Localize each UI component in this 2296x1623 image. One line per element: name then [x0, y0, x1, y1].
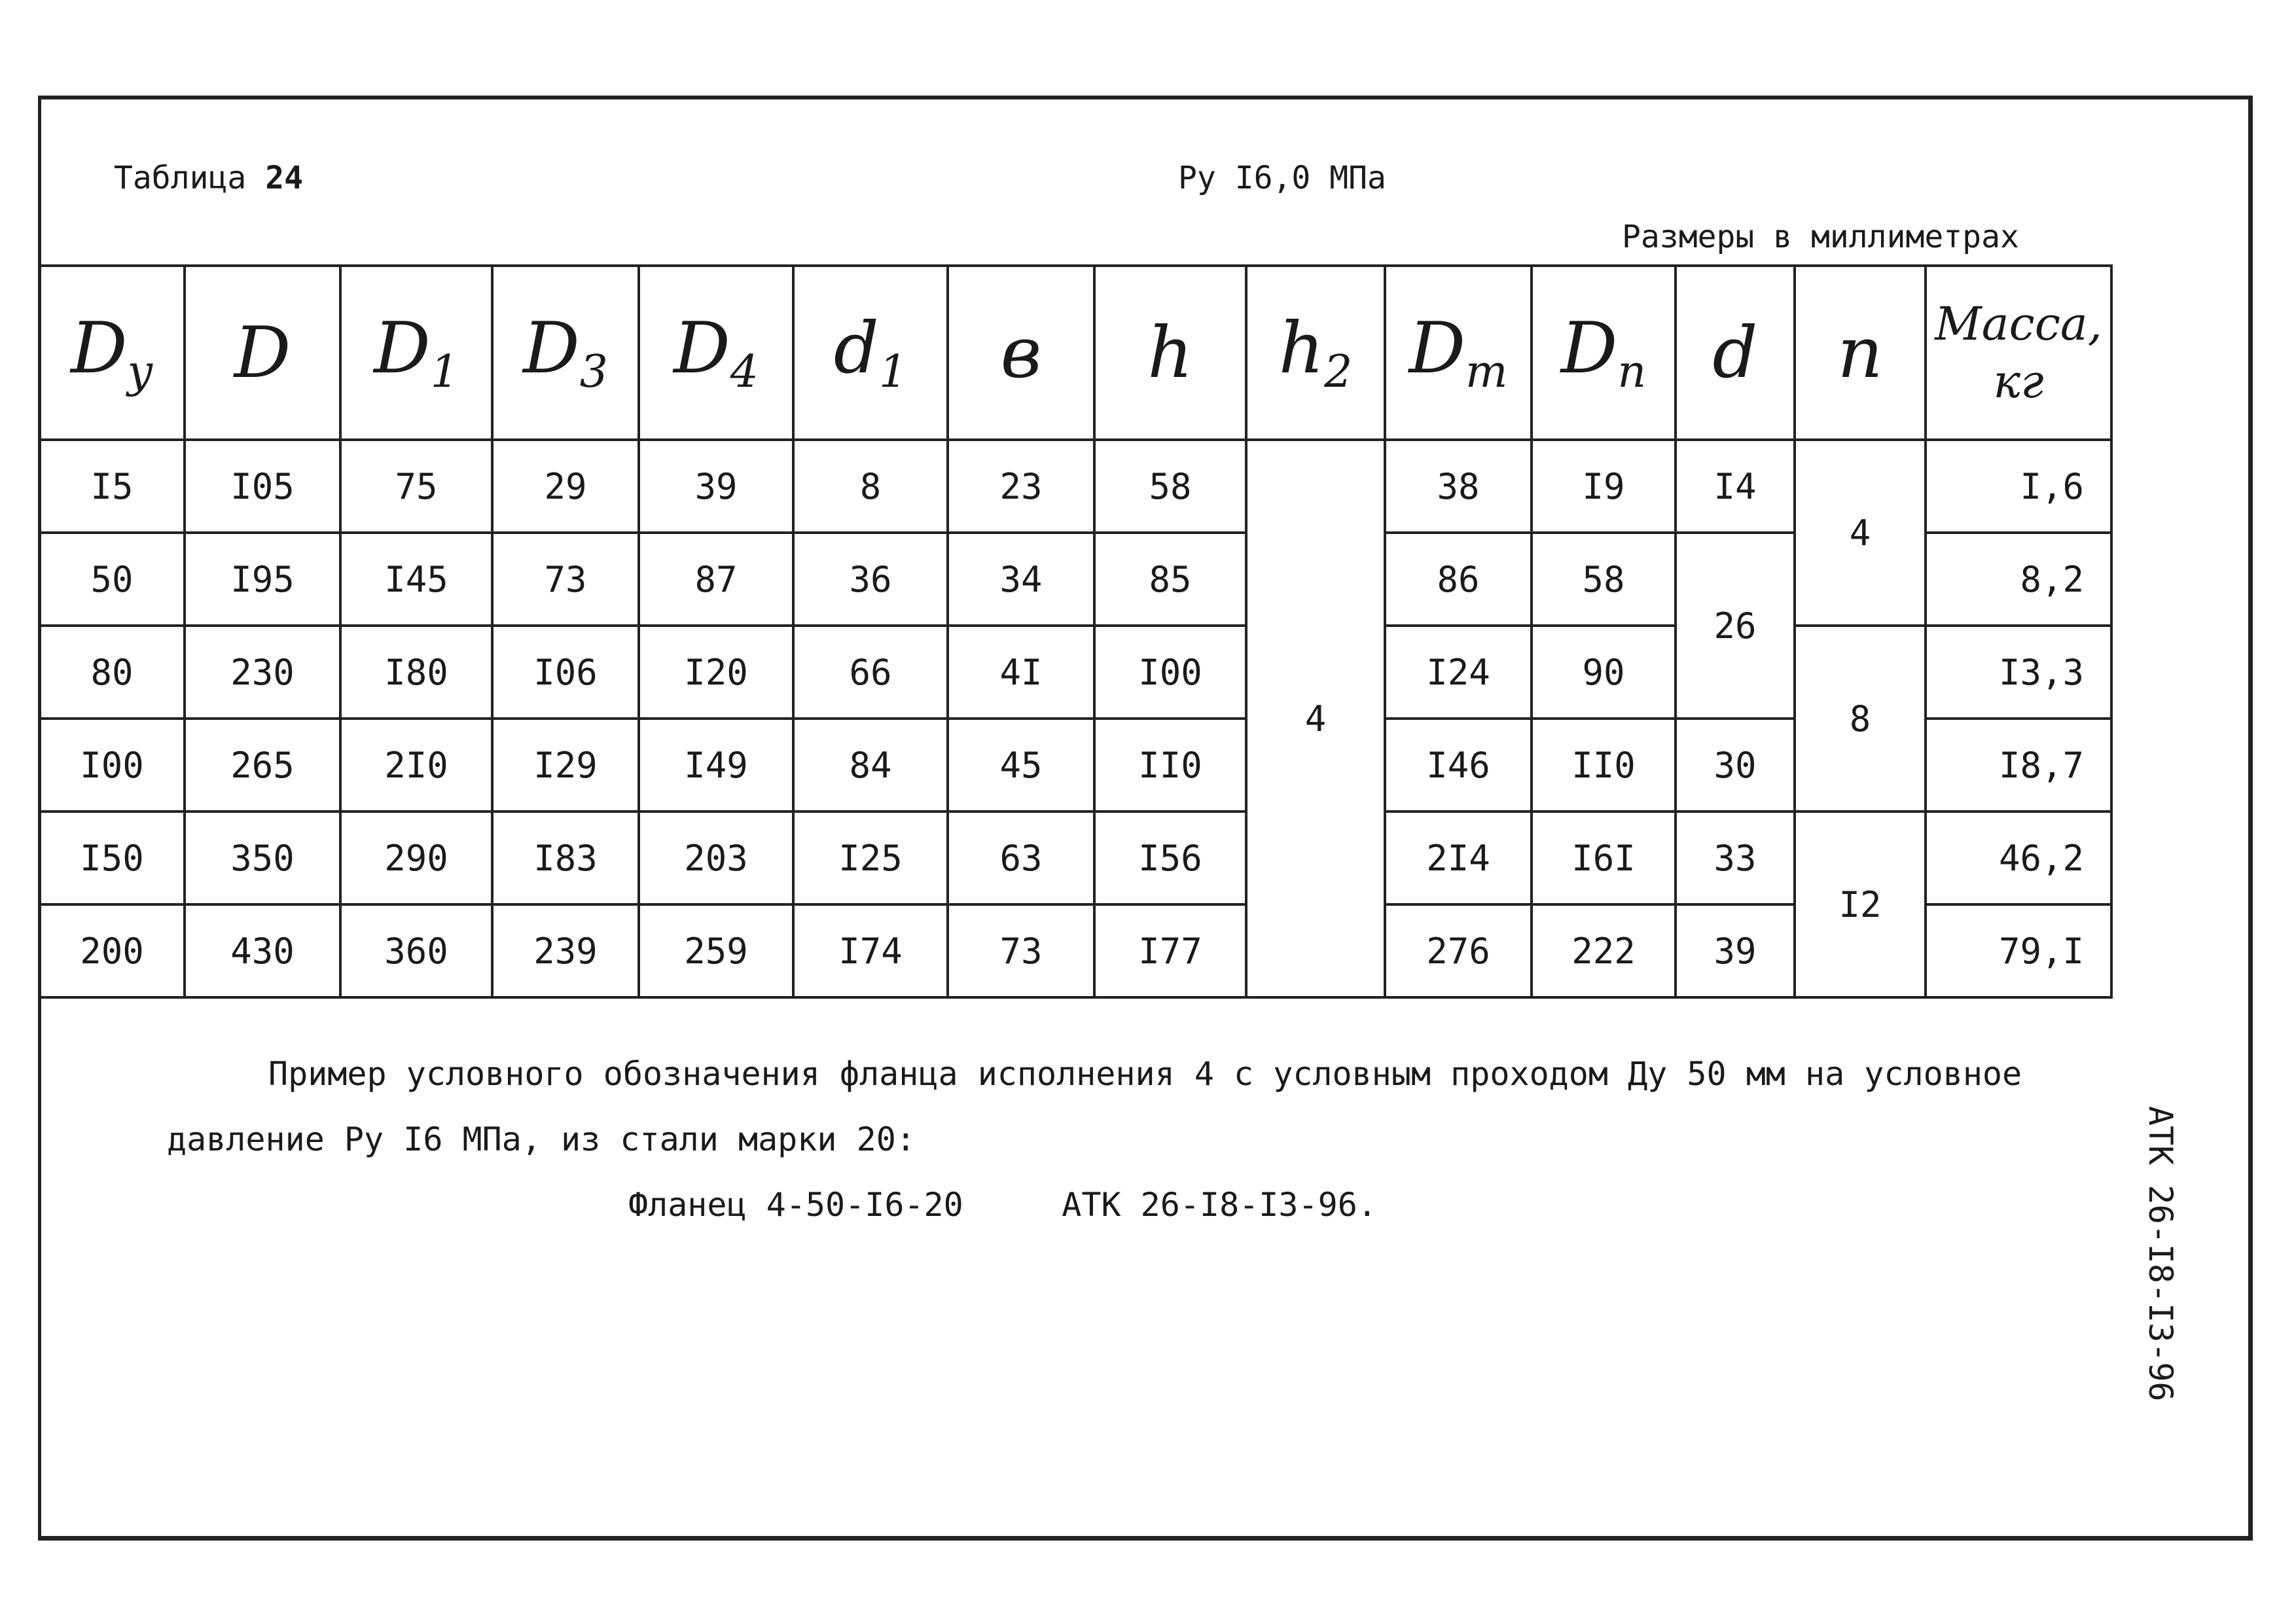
table-cell: 50 — [39, 533, 185, 626]
pressure-label: Ру I6,0 МПа — [1178, 160, 1386, 196]
table-cell: 84 — [793, 719, 948, 812]
table-cell: 58 — [1532, 533, 1676, 626]
table-cell: 63 — [948, 812, 1094, 904]
table-cell: I46 — [1385, 719, 1532, 812]
col-header-h: h — [1094, 266, 1246, 440]
table-cell: 290 — [340, 812, 492, 904]
table-cell: I25 — [793, 812, 948, 904]
table-cell: 2I4 — [1385, 812, 1532, 904]
table-cell: I80 — [340, 626, 492, 719]
table-cell: 203 — [639, 812, 793, 904]
table-row — [39, 440, 2111, 533]
table-cell: I05 — [185, 440, 340, 533]
col-header-d-bolt: d — [1676, 266, 1795, 440]
col-header-d4: $D_4$ — [639, 266, 793, 440]
example-line-1: Пример условного обозначения фланца исполнения 4 с условным проходом Ду 50 мм на условное — [268, 1055, 2022, 1093]
mass-cell: 79,I — [1926, 904, 2111, 997]
n-merged-cell: 8 — [1795, 626, 1926, 812]
table-cell: 239 — [492, 904, 639, 997]
table-cell: 4I — [948, 626, 1094, 719]
spec-table — [38, 264, 2113, 999]
table-cell: 66 — [793, 626, 948, 719]
table-cell: I00 — [1094, 626, 1246, 719]
table-cell: 360 — [340, 904, 492, 997]
mass-cell: I,6 — [1926, 440, 2111, 533]
table-number: 24 — [265, 160, 303, 196]
table-cell: I49 — [639, 719, 793, 812]
table-cell: 58 — [1094, 440, 1246, 533]
table-cell: 39 — [639, 440, 793, 533]
n-merged-cell: 4 — [1795, 440, 1926, 626]
table-cell: 75 — [340, 440, 492, 533]
col-header-b: в — [948, 266, 1094, 440]
col-header-dm: $D_m$ — [1385, 266, 1532, 440]
mass-cell: 46,2 — [1926, 812, 2111, 904]
col-header-d1-hole: $d_1$ — [793, 266, 948, 440]
table-cell: I77 — [1094, 904, 1246, 997]
table-cell: I95 — [185, 533, 340, 626]
mass-cell: I8,7 — [1926, 719, 2111, 812]
table-cell: 200 — [39, 904, 185, 997]
mass-cell: 8,2 — [1926, 533, 2111, 626]
table-cell: 259 — [639, 904, 793, 997]
side-document-code: АТК 26-I8-I3-96 — [2142, 1106, 2179, 1402]
table-cell: 73 — [948, 904, 1094, 997]
table-cell: 23 — [948, 440, 1094, 533]
col-header-d3: $D_3$ — [492, 266, 639, 440]
table-cell: I56 — [1094, 812, 1246, 904]
table-cell: 222 — [1532, 904, 1676, 997]
table-cell: 39 — [1676, 904, 1795, 997]
table-cell: 2I0 — [340, 719, 492, 812]
table-cell: 73 — [492, 533, 639, 626]
table-cell: 34 — [948, 533, 1094, 626]
table-label: Таблица — [114, 160, 247, 196]
table-cell: I50 — [39, 812, 185, 904]
table-cell: I6I — [1532, 812, 1676, 904]
table-cell: 38 — [1385, 440, 1532, 533]
h2-merged-cell: 4 — [1246, 440, 1385, 997]
d-merged-cell: 26 — [1676, 533, 1795, 719]
table-cell: 230 — [185, 626, 340, 719]
table-cell: 33 — [1676, 812, 1795, 904]
table-cell: I4 — [1676, 440, 1795, 533]
table-cell: I29 — [492, 719, 639, 812]
table-cell: 350 — [185, 812, 340, 904]
units-note: Размеры в миллиметрах — [1622, 219, 2019, 255]
table-cell: I5 — [39, 440, 185, 533]
table-cell: I00 — [39, 719, 185, 812]
table-caption — [114, 160, 303, 196]
col-header-mass: Масса, кг — [1926, 266, 2111, 440]
table-cell: 86 — [1385, 533, 1532, 626]
col-header-dn: $D_n$ — [1532, 266, 1676, 440]
example-line-2: давление Ру I6 МПа, из стали марки 20: — [167, 1120, 916, 1158]
table-cell: II0 — [1532, 719, 1676, 812]
col-header-d1: $D_1$ — [340, 266, 492, 440]
header-row — [39, 266, 2111, 440]
table-cell: I45 — [340, 533, 492, 626]
table-cell: II0 — [1094, 719, 1246, 812]
table-cell: 80 — [39, 626, 185, 719]
table-cell: I20 — [639, 626, 793, 719]
table-cell: I9 — [1532, 440, 1676, 533]
table-cell: 265 — [185, 719, 340, 812]
table-cell: I74 — [793, 904, 948, 997]
table-cell: 8 — [793, 440, 948, 533]
table-cell: 30 — [1676, 719, 1795, 812]
table-cell: 29 — [492, 440, 639, 533]
table-cell: 430 — [185, 904, 340, 997]
table-row — [39, 626, 2111, 719]
table-cell: I24 — [1385, 626, 1532, 719]
col-header-dy: $D_у$ — [39, 266, 185, 440]
table-cell: I83 — [492, 812, 639, 904]
col-header-h2: $h_2$ — [1246, 266, 1385, 440]
table-cell: 90 — [1532, 626, 1676, 719]
table-cell: 87 — [639, 533, 793, 626]
col-header-n: n — [1795, 266, 1926, 440]
table-cell: 45 — [948, 719, 1094, 812]
col-header-d-outer: D — [185, 266, 340, 440]
table-cell: 36 — [793, 533, 948, 626]
table-cell: 85 — [1094, 533, 1246, 626]
table-cell: 276 — [1385, 904, 1532, 997]
n-merged-cell: I2 — [1795, 812, 1926, 997]
mass-cell: I3,3 — [1926, 626, 2111, 719]
example-designation: Фланец 4-50-I6-20 АТК 26-I8-I3-96. — [628, 1186, 1377, 1224]
table-row — [39, 812, 2111, 904]
table-cell: I06 — [492, 626, 639, 719]
